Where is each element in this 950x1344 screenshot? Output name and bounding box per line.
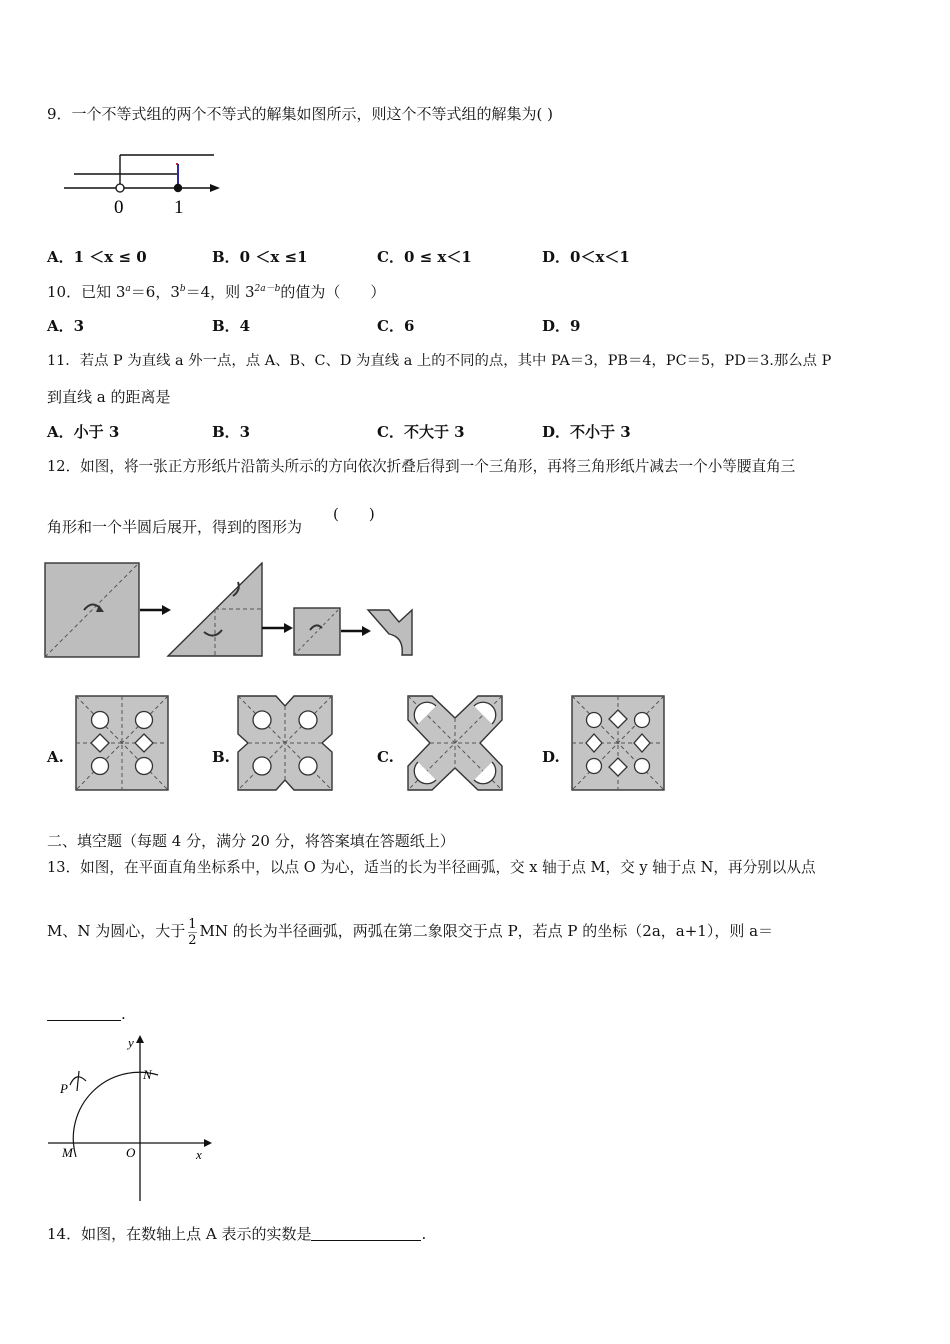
q9-option-c[interactable]: C．0 ≤ x＜1 — [377, 248, 472, 266]
label-0: 0 — [114, 197, 124, 218]
q10-option-a[interactable]: A．3 — [47, 317, 85, 335]
arrow-2 — [284, 623, 293, 633]
q12-stem-line1: 12．如图，将一张正方形纸片沿箭头所示的方向依次折叠后得到一个三角形，再将三角形纸片减去一个小等腰直角三 — [47, 458, 796, 475]
svg-text:P: P — [60, 1081, 68, 1096]
q11-option-b[interactable]: B．3 — [212, 423, 251, 441]
svg-text:x: x — [196, 1147, 202, 1162]
q12-folding-figure — [44, 562, 419, 660]
q14-answer-blank[interactable] — [311, 1226, 421, 1241]
q13-coordinate-figure — [46, 1033, 216, 1205]
solid-dot-1 — [174, 184, 182, 192]
svg-text:N: N — [143, 1067, 152, 1082]
q12-stem-line2: 角形和一个半圆后展开，得到的图形为 — [47, 518, 303, 536]
q11-option-c[interactable]: C．不大于 3 — [377, 423, 465, 441]
q11-option-d[interactable]: D．不小于 3 — [542, 423, 631, 441]
arrow-1 — [162, 605, 171, 615]
q10-option-b[interactable]: B．4 — [212, 317, 251, 335]
q10-option-c[interactable]: C．6 — [377, 317, 415, 335]
q13-answer-blank[interactable]: . — [47, 1005, 126, 1023]
q12-paren: ( ) — [333, 505, 375, 523]
q10-stem: 10．已知 $3^a=6$，$3^b=4$，则 $3^{2a-b}$的值为（ ） — [47, 283, 386, 301]
q12-option-b-figure[interactable] — [236, 694, 334, 792]
q9-option-d[interactable]: D．0＜x＜1 — [542, 248, 630, 266]
cut-shape — [368, 610, 412, 655]
svg-text:O: O — [126, 1145, 136, 1160]
q12-option-c-label[interactable]: C. — [377, 748, 394, 766]
q11-stem-line1: 11．若点 P 为直线 a 外一点，点 A、B、C、D 为直线 a 上的不同的点，其中 PA＝3，PB＝4，PC＝5，PD＝3.那么点 P — [47, 353, 832, 369]
q12-option-d-figure[interactable] — [570, 694, 666, 792]
q11-stem-line2: 到直线 a 的距离是 — [47, 388, 171, 406]
q9-number-line-figure — [60, 150, 230, 220]
q12-option-a-label[interactable]: A. — [47, 748, 64, 766]
q13-stem-line2: M、N 为圆心，大于 $\frac{1}{2}$ MN 的长为半径画弧，两弧在第二象限交于点 P，若点 P 的坐标（2a，a+1），则 a＝ — [47, 916, 774, 948]
arrow-3 — [362, 626, 371, 636]
q11-option-a[interactable]: A．小于 3 — [47, 423, 120, 441]
q10-option-d[interactable]: D．9 — [542, 317, 581, 335]
q9-option-a[interactable]: A．1 ＜x ≤ 0 — [47, 248, 147, 266]
fraction-one-half: $\frac{1}{2}$ — [188, 916, 197, 948]
arc-mn — [73, 1072, 158, 1157]
q9-option-b[interactable]: B．0 ＜x ≤1 — [212, 248, 308, 266]
q12-option-b-label[interactable]: B. — [212, 748, 230, 766]
q9-stem: 9．一个不等式组的两个不等式的解集如图所示，则这个不等式组的解集为( ) — [47, 105, 554, 123]
axis-arrow — [210, 184, 220, 192]
section-2-heading: 二、填空题（每题 4 分，满分 20 分，将答案填在答题纸上） — [47, 832, 455, 850]
q12-option-a-figure[interactable] — [74, 694, 170, 792]
q14-stem: 14．如图，在数轴上点 A 表示的实数是 . — [47, 1225, 427, 1243]
label-1: 1 — [174, 197, 184, 218]
q12-option-d-label[interactable]: D. — [542, 748, 560, 766]
svg-text:y: y — [128, 1035, 134, 1050]
q12-option-c-figure[interactable] — [406, 694, 504, 792]
q13-stem-line1: 13．如图，在平面直角坐标系中，以点 O 为心，适当的长为半径画弧，交 x 轴于点 M，交 y 轴于点 N，再分别以从点 — [47, 859, 816, 876]
open-circle-0 — [116, 184, 124, 192]
svg-text:M: M — [62, 1145, 73, 1160]
